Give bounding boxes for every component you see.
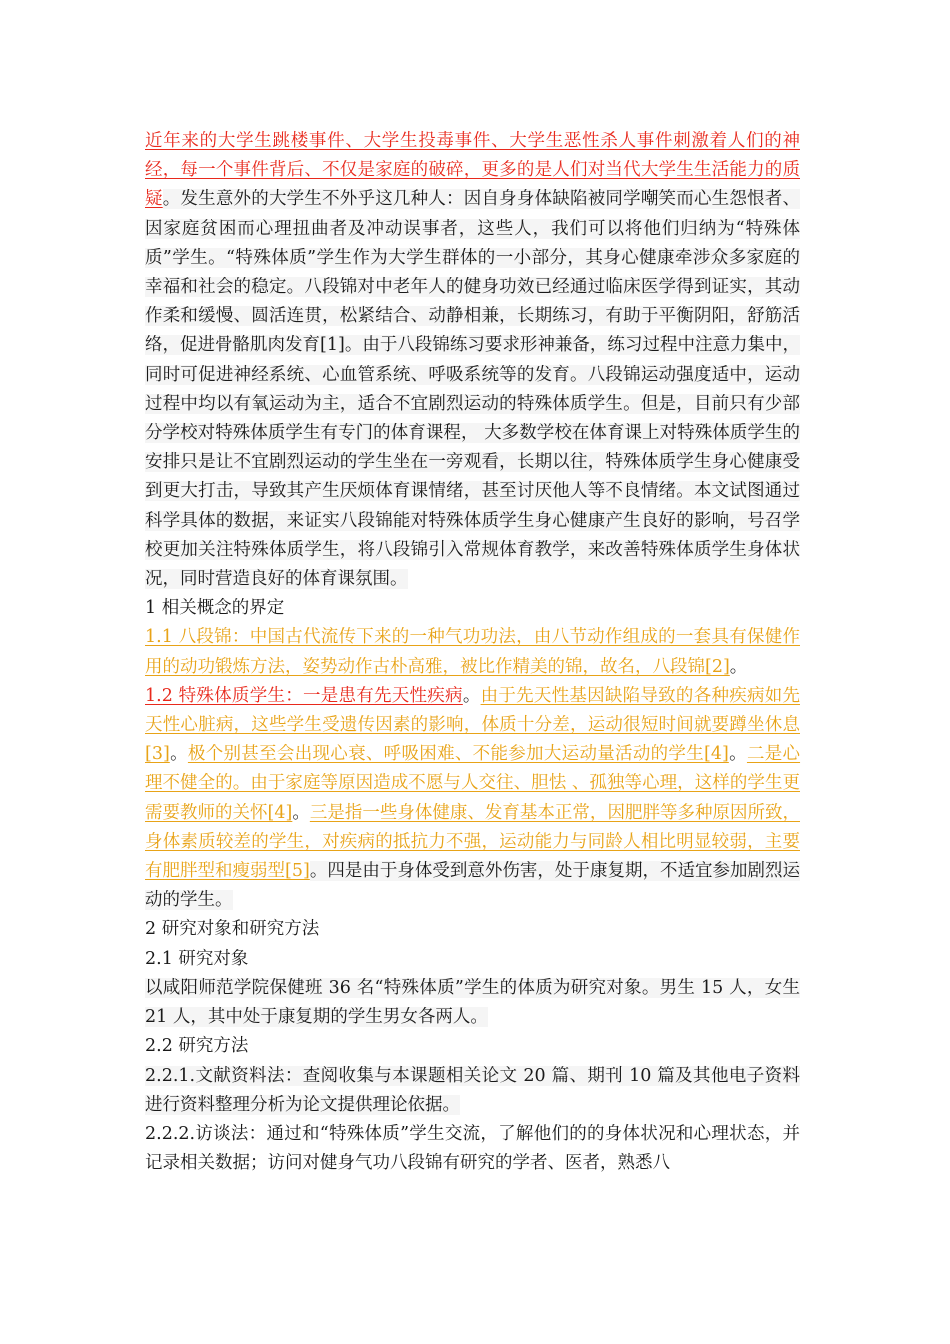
definition-2-orange: 由于先天性基因缺陷导致的各种疾病如先天性心脏病，这些学生受遗传因素的影响，体质十分差，运动很短时间就要蹲坐休息[3] xyxy=(145,685,800,765)
section-1-heading: 1 相关概念的界定 xyxy=(145,598,285,619)
method-1-text: 2.2.1.文献资料法：查阅收集与本课题相关论文 20 篇、期刊 10 篇及其他电子资料进行资料整理分析为论文提供理论依据。 xyxy=(145,1065,800,1115)
definition-2-sep: 。 xyxy=(462,685,481,706)
intro-body: 。发生意外的大学生不外乎这几种人：因自身身体缺陷被同学嘲笑而心生怨恨者、因家庭贫困而心理扭曲者及冲动误事者，这些人，我们可以将他们归纳为“特殊体质”学生。“特殊体质”学生作为大学生群体的一小部分，其身心健康牵涉众多家庭的幸福和社会的稳定。八段锦对中老年人的健身功效已经通过临床医学得到证实，其动作柔和缓慢、圆活连贯，松紧结合、动静相兼，长期练习，有助于平衡阴阳，舒筋活络，促进骨骼肌肉发育[1]。由于八段锦练习要求形神兼备，练习过程中注意力集中，同时可促进神经系统、心血管系统、呼吸系统等的发育。八段锦运动强度适中，运动过程中均以有氧运动为主，适合不宜剧烈运动的特殊体质学生。但是，目前只有少部分学校对特殊体质学生有专门的体育课程， 大多数学校在体育课上对特殊体质学生的安排只是让不宜剧烈运动的学生坐在一旁观看，长期以往，特殊体质学生身心健康受到更大打击，导致其产生厌烦体育课情绪，甚至讨厌他人等不良情绪。本文试图通过科学具体的数据，来证实八段锦能对特殊体质学生身心健康产生良好的影响，号召学校更加关注特殊体质学生，将八段锦引入常规体育教学，来改善特殊体质学生身体状况，同时营造良好的体育课氛围。 xyxy=(145,189,801,590)
method-1 xyxy=(145,1062,800,1120)
section-2-1-body xyxy=(145,974,800,1032)
definition-2-orange: 二是心理不健全的。由于家庭等原因造成不愿与人交往、胆怯 、孤独等心理，这样的学生更需要教师的关怀[4] xyxy=(145,744,801,823)
definition-2-sep: 。 xyxy=(169,744,188,765)
definition-2-red: 1.2 特殊体质学生：一是患有先天性疾病 xyxy=(145,685,463,706)
method-2 xyxy=(145,1120,800,1178)
section-2-1-text: 以咸阳师范学院保健班 36 名“特殊体质”学生的体质为研究对象。男生 15 人，女生 21 人，其中处于康复期的学生男女各两人。 xyxy=(145,977,800,1028)
definition-2-orange: 极个别甚至会出现心衰、呼吸困难、不能参加大运动量活动的学生[4] xyxy=(187,744,729,765)
definition-2-sep: 。 xyxy=(728,744,747,765)
definition-1-tail: 。 xyxy=(729,656,748,677)
section-2-heading: 2 研究对象和研究方法 xyxy=(145,919,320,940)
method-2-text: 2.2.2.访谈法：通过和“特殊体质”学生交流，了解他们的的身体状况和心理状态，并记录相关数据；访问对健身气功八段锦有研究的学者、医者，熟悉八 xyxy=(145,1123,800,1174)
definition-2-orange: 三是指一些身体健康、发育基本正常，因肥胖等多种原因所致，身体素质较差的学生，对疾病的抵抗力不强，运动能力与同龄人相比明显较弱，主要有肥胖型和瘦弱型[5] xyxy=(145,802,800,882)
intro-paragraph xyxy=(145,127,800,594)
section-2-2-heading: 2.2 研究方法 xyxy=(145,1036,249,1057)
definition-2 xyxy=(145,682,800,916)
section-2-1-heading: 2.1 研究对象 xyxy=(145,948,249,969)
definition-2-tail: 。四是由于身体受到意外伤害，处于康复期，不适宜参加剧烈运动的学生。 xyxy=(145,861,800,911)
intro-highlight: 近年来的大学生跳楼事件、大学生投毒事件、大学生恶性杀人事件刺激着人们的神经，每一个事件背后、不仅是家庭的破碎，更多的是人们对当代大学生生活能力的质疑 xyxy=(145,131,800,210)
definition-1-highlight: 1.1 八段锦：中国古代流传下来的一种气功功法，由八节动作组成的一套具有保健作用的动功锻炼方法，姿势动作古朴高雅，被比作精美的锦，故名，八段锦[2] xyxy=(145,627,800,677)
definition-2-sep: 。 xyxy=(292,802,310,823)
definition-1 xyxy=(145,623,800,681)
